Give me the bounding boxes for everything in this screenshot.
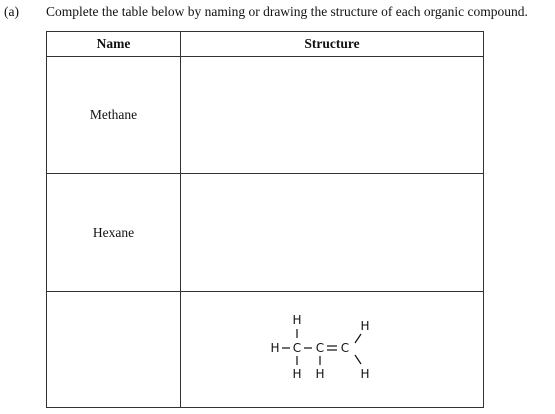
atom-h-upper-right: H bbox=[360, 318, 370, 333]
question-text: Complete the table below by naming or drawing the structure of each organic compound. bbox=[46, 4, 528, 19]
name-cell-methane: Methane bbox=[47, 57, 181, 174]
table-row bbox=[47, 174, 484, 292]
atom-h-bottom-2: H bbox=[315, 366, 325, 381]
question-part-label: (a) bbox=[4, 4, 19, 19]
question-prompt bbox=[4, 4, 528, 20]
table-row bbox=[47, 57, 484, 174]
structure-cell-hexane[interactable] bbox=[181, 174, 484, 292]
name-cell-hexane: Hexane bbox=[47, 174, 181, 292]
structure-cell-given bbox=[181, 292, 484, 408]
compound-table bbox=[46, 31, 484, 408]
bond-c3-h-lower-right bbox=[355, 355, 361, 364]
name-cell-blank[interactable] bbox=[47, 292, 181, 408]
structure-cell-methane[interactable] bbox=[181, 57, 484, 174]
atom-c1: C bbox=[292, 340, 302, 355]
structural-formula-diagram bbox=[267, 310, 397, 390]
header-structure: Structure bbox=[181, 32, 484, 57]
atom-h-lower-right: H bbox=[360, 366, 370, 381]
atom-c2: C bbox=[315, 340, 325, 355]
atom-c3: C bbox=[340, 340, 350, 355]
header-name: Name bbox=[47, 32, 181, 57]
atom-h-top: H bbox=[292, 312, 302, 327]
table-row bbox=[47, 292, 484, 408]
atom-h-left: H bbox=[270, 340, 280, 355]
atom-h-bottom-1: H bbox=[292, 366, 302, 381]
bond-c3-h-upper-right bbox=[355, 334, 361, 343]
table-header-row bbox=[47, 32, 484, 57]
